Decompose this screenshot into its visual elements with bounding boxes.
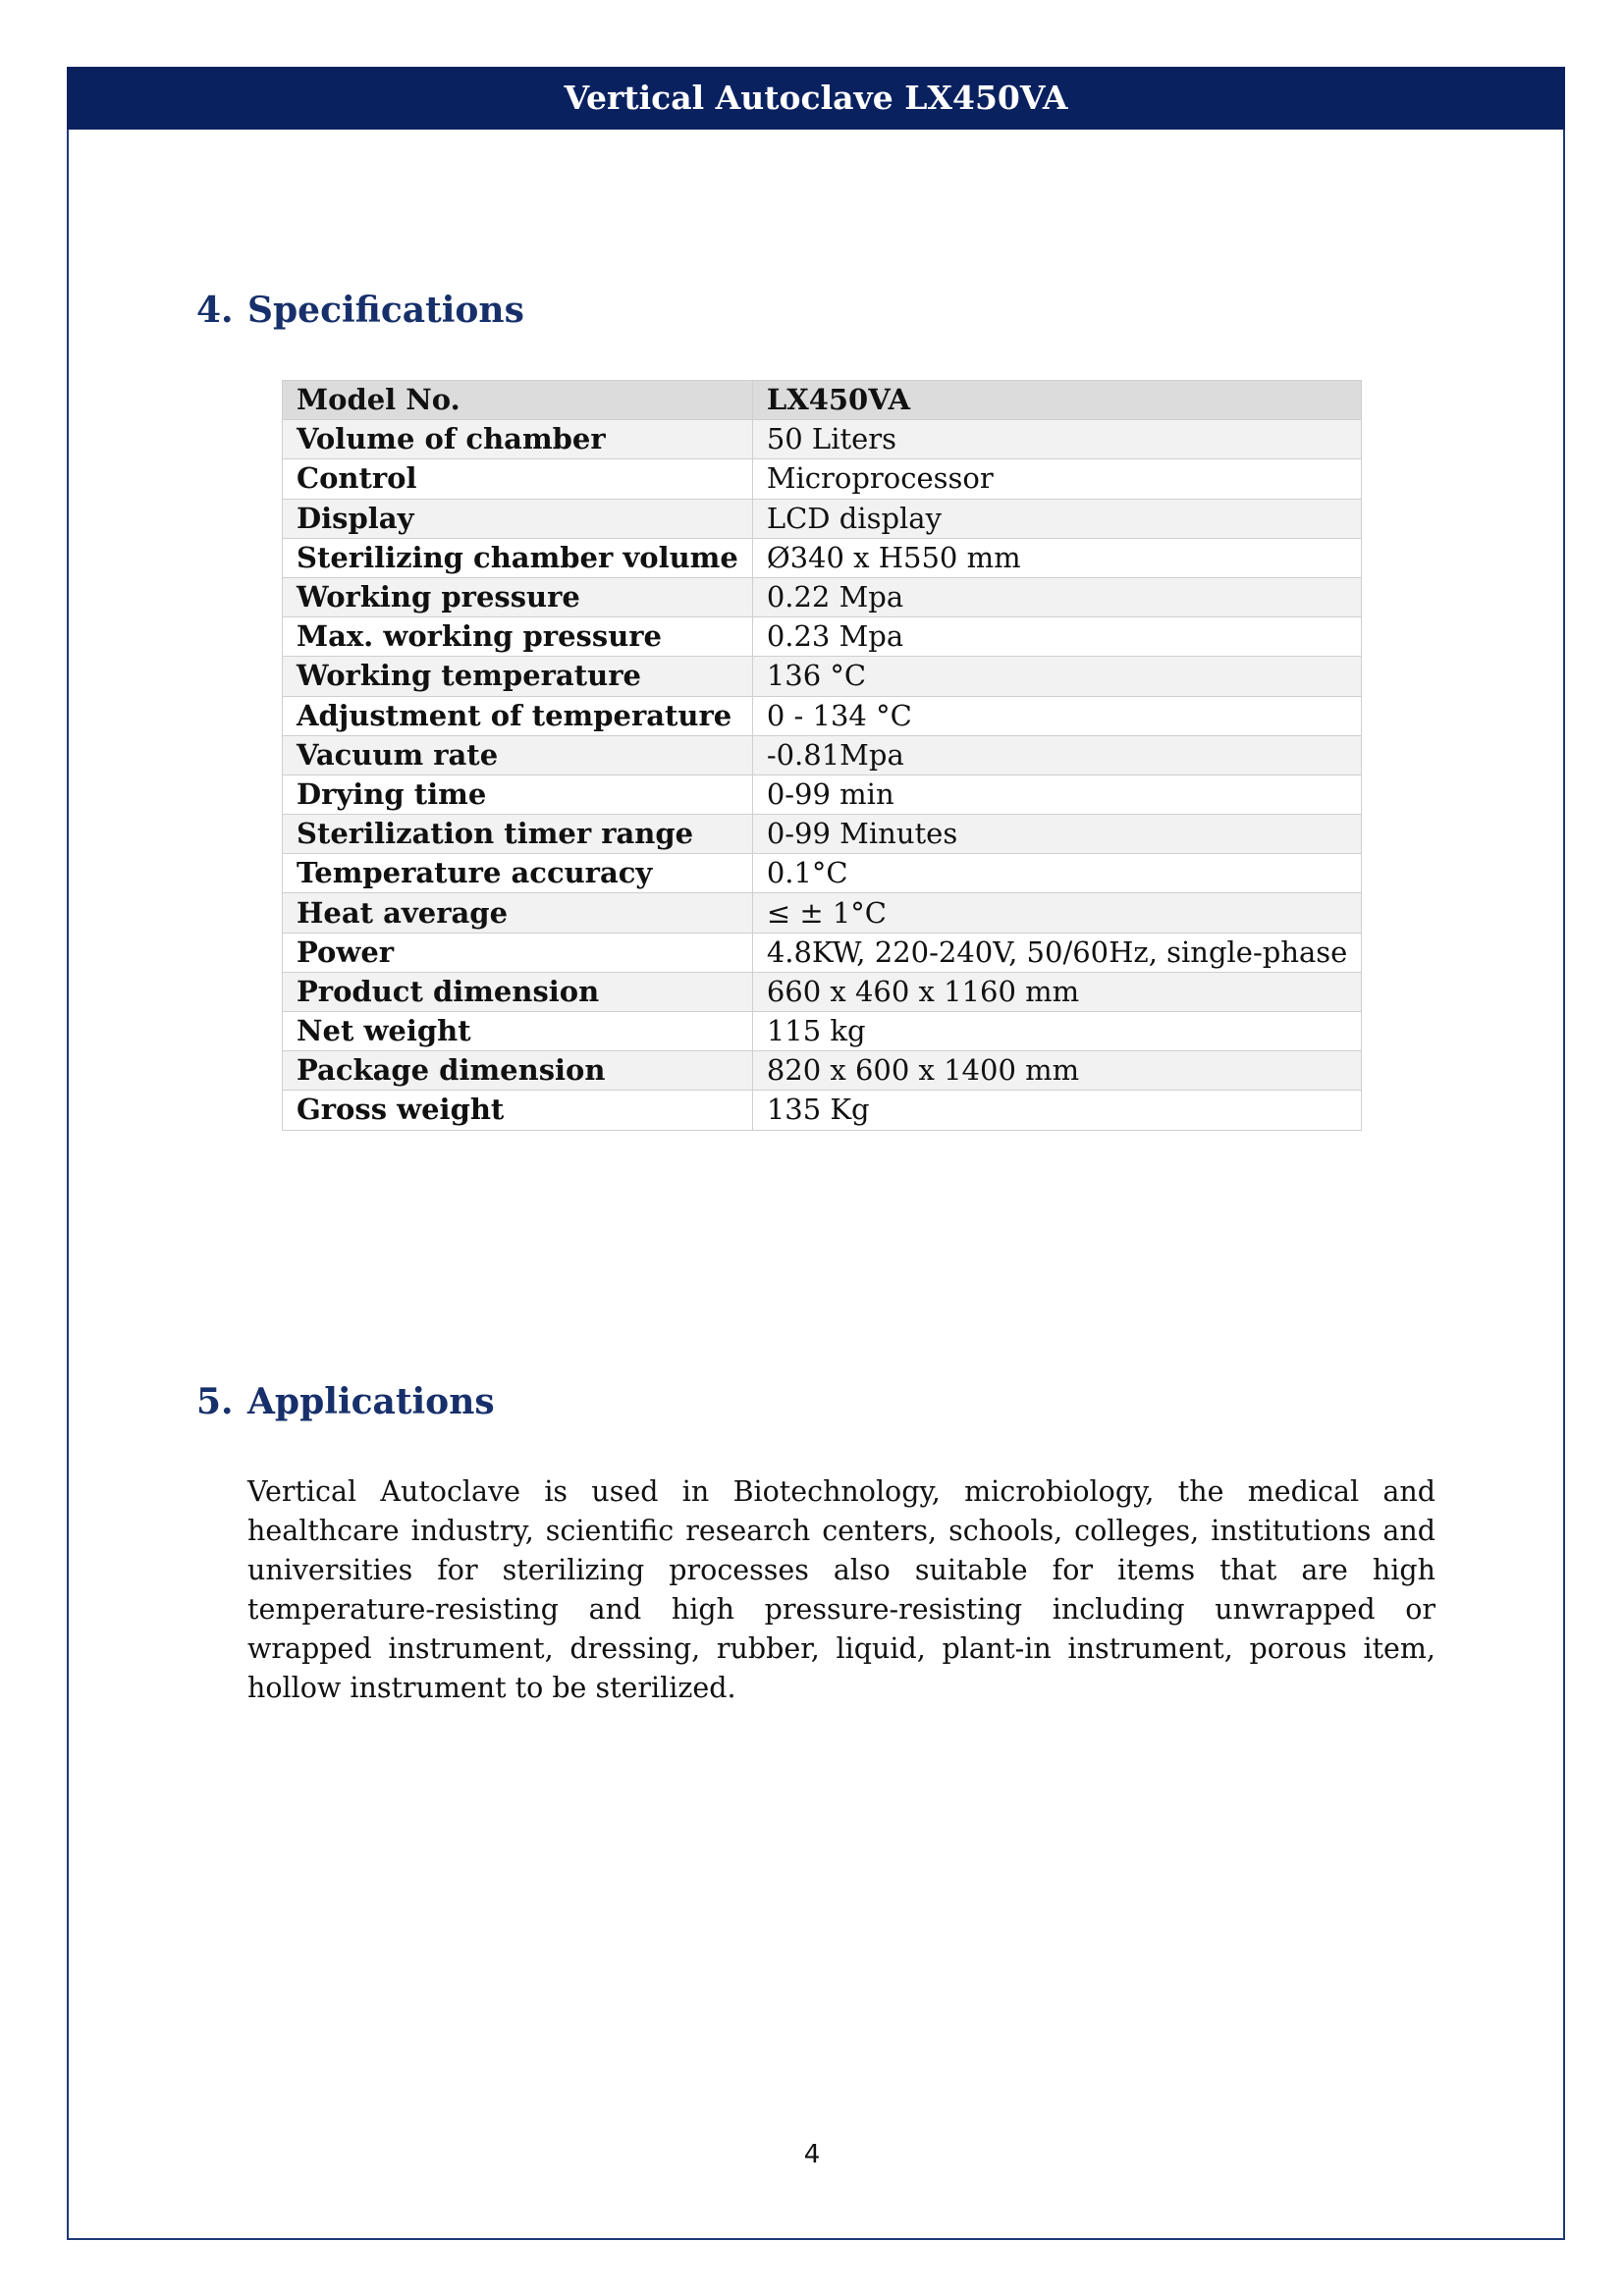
applications-number: 5.	[196, 1381, 234, 1422]
spec-label-cell: Max. working pressure	[283, 617, 753, 657]
header-title: Vertical Autoclave LX450VA	[564, 79, 1068, 117]
spec-label-cell: Working temperature	[283, 657, 753, 696]
spec-label-cell: Working pressure	[283, 577, 753, 616]
table-row	[283, 774, 1362, 814]
table-row	[283, 854, 1362, 893]
table-row	[283, 577, 1362, 616]
header-value-cell: LX450VA	[752, 381, 1362, 420]
table-row	[283, 972, 1362, 1011]
specifications-number: 4.	[196, 290, 234, 331]
spec-label-cell: Net weight	[283, 1012, 753, 1051]
spec-value-cell: 136 °C	[752, 657, 1362, 696]
spec-value-cell: Ø340 x H550 mm	[752, 538, 1362, 577]
spec-label-cell: Control	[283, 459, 753, 499]
applications-paragraph: Vertical Autoclave is used in Biotechnology, microbiology, the medical and healthcare industry, scientific research centers, schools, colleges, institutions and universities for sterilizing processes also suitable for items that are high temperature-resisting and high pressure-resisting including unwrapped or wrapped instrument, dressing, rubber, liquid, plant-in instrument, porous item, hollow instrument to be sterilized.	[247, 1475, 1435, 1704]
spec-value-cell: -0.81Mpa	[752, 735, 1362, 774]
spec-value-cell: 0-99 Minutes	[752, 815, 1362, 854]
spec-value-cell: 50 Liters	[752, 420, 1362, 459]
spec-value-cell: 115 kg	[752, 1012, 1362, 1051]
page-number: 4	[803, 2140, 821, 2169]
specifications-table	[282, 380, 1362, 1131]
spec-label-cell: Power	[283, 933, 753, 972]
spec-label-cell: Package dimension	[283, 1051, 753, 1091]
table-row	[283, 538, 1362, 577]
applications-title: Applications	[247, 1381, 495, 1422]
spec-value-cell: 135 Kg	[752, 1091, 1362, 1130]
spec-value-cell: 0.23 Mpa	[752, 617, 1362, 657]
spec-value-cell: Microprocessor	[752, 459, 1362, 499]
spec-value-cell: ≤ ± 1°C	[752, 893, 1362, 933]
spec-value-cell: 820 x 600 x 1400 mm	[752, 1051, 1362, 1091]
spec-value-cell: LCD display	[752, 499, 1362, 538]
spec-label-cell: Volume of chamber	[283, 420, 753, 459]
table-row	[283, 459, 1362, 499]
table-row	[283, 696, 1362, 735]
spec-value-cell: 0 - 134 °C	[752, 696, 1362, 735]
table-row	[283, 420, 1362, 459]
table-row	[283, 1012, 1362, 1051]
spec-value-cell: 0.1°C	[752, 854, 1362, 893]
spec-label-cell: Product dimension	[283, 972, 753, 1011]
header-label-cell: Model No.	[283, 381, 753, 420]
spec-value-cell: 4.8KW, 220-240V, 50/60Hz, single-phase	[752, 933, 1362, 972]
table-row	[283, 933, 1362, 972]
spec-label-cell: Sterilization timer range	[283, 815, 753, 854]
spec-label-cell: Sterilizing chamber volume	[283, 538, 753, 577]
spec-label-cell: Display	[283, 499, 753, 538]
spec-value-cell: 0-99 min	[752, 774, 1362, 814]
spec-label-cell: Drying time	[283, 774, 753, 814]
table-row	[283, 499, 1362, 538]
page-header	[67, 67, 1565, 130]
spec-label-cell: Gross weight	[283, 1091, 753, 1130]
spec-value-cell: 0.22 Mpa	[752, 577, 1362, 616]
table-row	[283, 815, 1362, 854]
specifications-heading	[196, 290, 524, 331]
table-row	[283, 735, 1362, 774]
table-header-row	[283, 381, 1362, 420]
specifications-title: Specifications	[247, 290, 524, 331]
table-row	[283, 657, 1362, 696]
spec-value-cell: 660 x 460 x 1160 mm	[752, 972, 1362, 1011]
table-row	[283, 1091, 1362, 1130]
table-row	[283, 1051, 1362, 1091]
spec-label-cell: Heat average	[283, 893, 753, 933]
table-row	[283, 893, 1362, 933]
spec-label-cell: Temperature accuracy	[283, 854, 753, 893]
table-row	[283, 617, 1362, 657]
spec-label-cell: Vacuum rate	[283, 735, 753, 774]
spec-label-cell: Adjustment of temperature	[283, 696, 753, 735]
applications-heading	[196, 1381, 495, 1422]
